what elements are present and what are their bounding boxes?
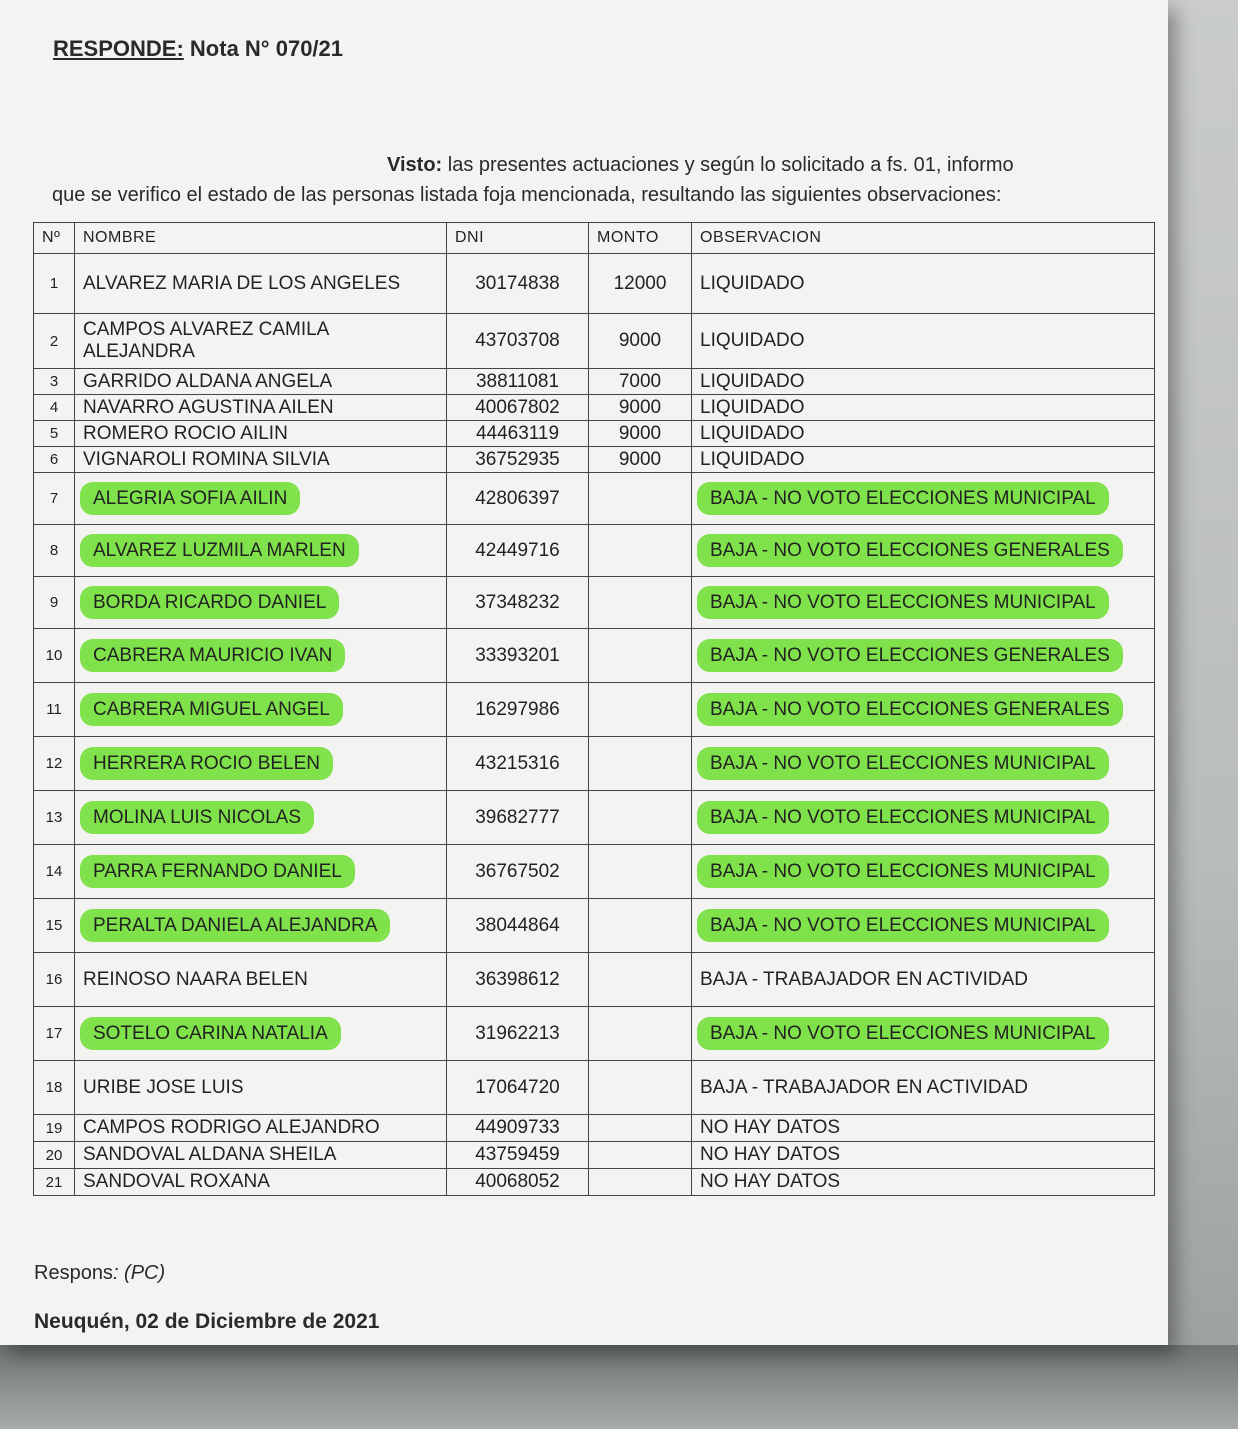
dni-text: 38044864 bbox=[475, 914, 560, 936]
monto-cell bbox=[589, 577, 692, 629]
row-number-cell bbox=[34, 369, 75, 395]
row-number-text: 7 bbox=[49, 490, 59, 507]
nombre-text: NAVARRO AGUSTINA AILEN bbox=[83, 396, 334, 418]
observacion-text: BAJA - NO VOTO ELECCIONES MUNICIPAL bbox=[700, 858, 1106, 885]
nombre-cell bbox=[75, 421, 447, 447]
nombre-text: SANDOVAL ALDANA SHEILA bbox=[83, 1144, 337, 1165]
dni-text: 38811081 bbox=[475, 370, 560, 392]
nombre-cell bbox=[75, 1007, 447, 1061]
monto-cell bbox=[589, 1061, 692, 1115]
dni-text: 44463119 bbox=[475, 422, 560, 444]
dni-cell bbox=[447, 845, 589, 899]
table-row bbox=[34, 447, 1155, 473]
responde-label: RESPONDE: bbox=[53, 36, 184, 61]
table-row bbox=[34, 899, 1155, 953]
row-number-cell bbox=[34, 473, 75, 525]
observacion-cell bbox=[692, 369, 1155, 395]
monto-cell bbox=[589, 845, 692, 899]
nombre-text: SOTELO CARINA NATALIA bbox=[83, 1020, 338, 1047]
table-row bbox=[34, 1169, 1155, 1196]
table-row bbox=[34, 525, 1155, 577]
observacion-cell bbox=[692, 314, 1155, 369]
dni-text: 42806397 bbox=[475, 487, 560, 509]
nombre-cell bbox=[75, 1169, 447, 1196]
observacion-cell bbox=[692, 447, 1155, 473]
observacion-cell bbox=[692, 525, 1155, 577]
nombre-text: VIGNAROLI ROMINA SILVIA bbox=[83, 448, 330, 470]
personas-table bbox=[33, 222, 1155, 1196]
table-row bbox=[34, 1115, 1155, 1142]
nombre-text: URIBE JOSE LUIS bbox=[83, 1076, 244, 1098]
date-line: Neuquén, 02 de Diciembre de 2021 bbox=[34, 1310, 380, 1333]
monto-cell bbox=[589, 395, 692, 421]
nombre-text: CABRERA MAURICIO IVAN bbox=[83, 642, 342, 669]
row-number-text: 13 bbox=[45, 809, 63, 826]
dni-text: 36752935 bbox=[475, 448, 560, 470]
dni-cell bbox=[447, 953, 589, 1007]
row-number-cell bbox=[34, 629, 75, 683]
dni-cell bbox=[447, 447, 589, 473]
dni-cell bbox=[447, 525, 589, 577]
observacion-text: BAJA - TRABAJADOR EN ACTIVIDAD bbox=[700, 1076, 1029, 1098]
row-number-cell bbox=[34, 953, 75, 1007]
nombre-cell bbox=[75, 254, 447, 314]
table-row bbox=[34, 629, 1155, 683]
observacion-text: BAJA - NO VOTO ELECCIONES MUNICIPAL bbox=[700, 912, 1106, 939]
nombre-text: CABRERA MIGUEL ANGEL bbox=[83, 696, 340, 723]
row-number-cell bbox=[34, 845, 75, 899]
monto-cell bbox=[589, 369, 692, 395]
visto-label: Visto: bbox=[387, 154, 443, 176]
row-number-text: 6 bbox=[49, 451, 59, 468]
row-number-cell bbox=[34, 1007, 75, 1061]
monto-text: 9000 bbox=[618, 448, 662, 470]
nombre-text: MOLINA LUIS NICOLAS bbox=[83, 804, 311, 831]
row-number-cell bbox=[34, 899, 75, 953]
row-number-text: 17 bbox=[45, 1025, 63, 1042]
row-number-text: 20 bbox=[45, 1146, 63, 1164]
table-row bbox=[34, 421, 1155, 447]
observacion-cell bbox=[692, 953, 1155, 1007]
dni-cell bbox=[447, 421, 589, 447]
row-number-text: 16 bbox=[45, 971, 63, 988]
row-number-cell bbox=[34, 791, 75, 845]
monto-cell bbox=[589, 683, 692, 737]
dni-text: 43759459 bbox=[475, 1144, 560, 1165]
monto-cell bbox=[589, 1169, 692, 1196]
row-number-cell bbox=[34, 1142, 75, 1169]
dni-cell bbox=[447, 629, 589, 683]
row-number-text: 8 bbox=[49, 542, 59, 559]
header-dni: DNI bbox=[447, 223, 589, 254]
row-number-text: 14 bbox=[45, 863, 63, 880]
intro-paragraph bbox=[52, 150, 1112, 210]
row-number-text: 4 bbox=[49, 399, 59, 416]
row-number-text: 9 bbox=[49, 594, 59, 611]
nombre-text: REINOSO NAARA BELEN bbox=[83, 968, 308, 990]
dni-text: 31962213 bbox=[475, 1022, 560, 1044]
table-row bbox=[34, 473, 1155, 525]
monto-cell bbox=[589, 629, 692, 683]
dni-cell bbox=[447, 1007, 589, 1061]
dni-text: 30174838 bbox=[475, 272, 560, 294]
observacion-text: LIQUIDADO bbox=[700, 330, 805, 351]
row-number-cell bbox=[34, 1115, 75, 1142]
dni-text: 17064720 bbox=[475, 1076, 560, 1098]
observacion-cell bbox=[692, 899, 1155, 953]
dni-text: 44909733 bbox=[475, 1117, 560, 1138]
observacion-text: NO HAY DATOS bbox=[700, 1117, 841, 1138]
observacion-text: LIQUIDADO bbox=[700, 370, 805, 392]
observacion-cell bbox=[692, 1169, 1155, 1196]
responde-heading bbox=[53, 36, 343, 62]
dni-cell bbox=[447, 683, 589, 737]
dni-text: 36398612 bbox=[475, 968, 560, 990]
dni-cell bbox=[447, 473, 589, 525]
table-row bbox=[34, 254, 1155, 314]
monto-cell bbox=[589, 791, 692, 845]
dni-cell bbox=[447, 395, 589, 421]
observacion-text: NO HAY DATOS bbox=[700, 1171, 841, 1192]
nombre-cell bbox=[75, 314, 447, 369]
header-nombre: NOMBRE bbox=[75, 223, 447, 254]
intro-line-2: que se verifico el estado de las personas listada foja mencionada, resultando las siguientes observaciones: bbox=[52, 184, 1002, 206]
dni-cell bbox=[447, 1115, 589, 1142]
dni-text: 42449716 bbox=[475, 539, 560, 561]
intro-line-1-text: las presentes actuaciones y según lo solicitado a fs. 01, informo bbox=[447, 154, 1014, 176]
observacion-cell bbox=[692, 1142, 1155, 1169]
observacion-text: BAJA - NO VOTO ELECCIONES GENERALES bbox=[700, 537, 1120, 564]
nombre-text: HERRERA ROCIO BELEN bbox=[83, 750, 330, 777]
nombre-text: GARRIDO ALDANA ANGELA bbox=[83, 370, 333, 392]
nombre-cell bbox=[75, 395, 447, 421]
row-number-cell bbox=[34, 421, 75, 447]
observacion-text: LIQUIDADO bbox=[700, 272, 805, 294]
dni-cell bbox=[447, 1061, 589, 1115]
table-row bbox=[34, 1061, 1155, 1115]
dni-text: 40067802 bbox=[475, 396, 560, 418]
observacion-cell bbox=[692, 1061, 1155, 1115]
monto-cell bbox=[589, 525, 692, 577]
nombre-cell bbox=[75, 629, 447, 683]
observacion-cell bbox=[692, 683, 1155, 737]
nombre-cell bbox=[75, 791, 447, 845]
respons-value: : (PC) bbox=[112, 1262, 166, 1284]
nombre-text: PARRA FERNANDO DANIEL bbox=[83, 858, 352, 885]
observacion-cell bbox=[692, 629, 1155, 683]
nombre-cell bbox=[75, 1061, 447, 1115]
row-number-cell bbox=[34, 1169, 75, 1196]
nombre-text: BORDA RICARDO DANIEL bbox=[83, 589, 336, 616]
table-row bbox=[34, 953, 1155, 1007]
row-number-cell bbox=[34, 1061, 75, 1115]
dni-cell bbox=[447, 1169, 589, 1196]
nombre-text: SANDOVAL ROXANA bbox=[83, 1171, 270, 1192]
bottom-shadow bbox=[0, 1345, 1238, 1429]
nombre-text: CAMPOS ALVAREZ CAMILA ALEJANDRA bbox=[83, 319, 329, 362]
row-number-text: 3 bbox=[49, 373, 59, 390]
monto-cell bbox=[589, 1142, 692, 1169]
observacion-cell bbox=[692, 845, 1155, 899]
row-number-text: 18 bbox=[45, 1079, 63, 1096]
observacion-cell bbox=[692, 791, 1155, 845]
nombre-cell bbox=[75, 737, 447, 791]
monto-cell bbox=[589, 314, 692, 369]
intro-line-1 bbox=[52, 150, 1112, 180]
nombre-cell bbox=[75, 1142, 447, 1169]
dni-text: 39682777 bbox=[475, 806, 560, 828]
dni-text: 40068052 bbox=[475, 1171, 560, 1192]
monto-cell bbox=[589, 1115, 692, 1142]
observacion-cell bbox=[692, 254, 1155, 314]
nombre-cell bbox=[75, 845, 447, 899]
row-number-text: 11 bbox=[46, 701, 62, 718]
observacion-text: BAJA - NO VOTO ELECCIONES MUNICIPAL bbox=[700, 485, 1106, 512]
observacion-text: BAJA - NO VOTO ELECCIONES MUNICIPAL bbox=[700, 1020, 1106, 1047]
respons-line bbox=[34, 1262, 165, 1285]
row-number-text: 2 bbox=[49, 332, 59, 350]
observacion-text: BAJA - NO VOTO ELECCIONES MUNICIPAL bbox=[700, 750, 1106, 777]
observacion-cell bbox=[692, 1115, 1155, 1142]
observacion-cell bbox=[692, 1007, 1155, 1061]
observacion-text: LIQUIDADO bbox=[700, 422, 805, 444]
nombre-cell bbox=[75, 447, 447, 473]
nombre-cell bbox=[75, 525, 447, 577]
monto-cell bbox=[589, 899, 692, 953]
row-number-cell bbox=[34, 683, 75, 737]
observacion-cell bbox=[692, 737, 1155, 791]
nombre-cell bbox=[75, 473, 447, 525]
nombre-cell bbox=[75, 683, 447, 737]
nombre-cell bbox=[75, 1115, 447, 1142]
row-number-cell bbox=[34, 525, 75, 577]
dni-cell bbox=[447, 369, 589, 395]
observacion-text: NO HAY DATOS bbox=[700, 1144, 841, 1165]
row-number-text: 12 bbox=[45, 755, 63, 772]
observacion-text: LIQUIDADO bbox=[700, 396, 805, 418]
monto-text: 9000 bbox=[618, 422, 662, 444]
table-row bbox=[34, 577, 1155, 629]
table-row bbox=[34, 1007, 1155, 1061]
dni-text: 43703708 bbox=[475, 330, 560, 351]
monto-cell bbox=[589, 421, 692, 447]
observacion-text: BAJA - TRABAJADOR EN ACTIVIDAD bbox=[700, 968, 1029, 990]
nombre-cell bbox=[75, 899, 447, 953]
nombre-text: ALVAREZ LUZMILA MARLEN bbox=[83, 537, 356, 564]
observacion-text: BAJA - NO VOTO ELECCIONES GENERALES bbox=[700, 696, 1120, 723]
monto-cell bbox=[589, 473, 692, 525]
monto-text: 9000 bbox=[618, 396, 662, 418]
observacion-cell bbox=[692, 395, 1155, 421]
dni-cell bbox=[447, 737, 589, 791]
respons-label: Respons bbox=[34, 1262, 113, 1284]
row-number-cell bbox=[34, 395, 75, 421]
monto-cell bbox=[589, 1007, 692, 1061]
row-number-text: 21 bbox=[45, 1173, 63, 1191]
monto-cell bbox=[589, 254, 692, 314]
row-number-cell bbox=[34, 737, 75, 791]
monto-text: 12000 bbox=[613, 272, 667, 294]
nombre-cell bbox=[75, 577, 447, 629]
table-row bbox=[34, 845, 1155, 899]
dni-text: 33393201 bbox=[475, 644, 560, 666]
nombre-text: PERALTA DANIELA ALEJANDRA bbox=[83, 912, 387, 939]
observacion-cell bbox=[692, 473, 1155, 525]
observacion-cell bbox=[692, 421, 1155, 447]
monto-text: 7000 bbox=[618, 370, 662, 392]
dni-cell bbox=[447, 791, 589, 845]
dni-cell bbox=[447, 314, 589, 369]
dni-cell bbox=[447, 899, 589, 953]
nota-number: Nota N° 070/21 bbox=[189, 36, 344, 61]
observacion-text: LIQUIDADO bbox=[700, 448, 805, 470]
row-number-text: 1 bbox=[49, 275, 59, 292]
nombre-text: ALVAREZ MARIA DE LOS ANGELES bbox=[83, 272, 401, 294]
row-number-cell bbox=[34, 577, 75, 629]
table-row bbox=[34, 683, 1155, 737]
table-body bbox=[34, 254, 1155, 1196]
observacion-cell bbox=[692, 577, 1155, 629]
dni-text: 37348232 bbox=[475, 591, 560, 613]
monto-text: 9000 bbox=[618, 330, 662, 351]
nombre-text: ROMERO ROCIO AILIN bbox=[83, 422, 288, 444]
table-row bbox=[34, 395, 1155, 421]
monto-cell bbox=[589, 953, 692, 1007]
dni-cell bbox=[447, 254, 589, 314]
row-number-text: 10 bbox=[45, 647, 63, 664]
table-row bbox=[34, 1142, 1155, 1169]
header-observacion: OBSERVACION bbox=[692, 223, 1155, 254]
dni-cell bbox=[447, 1142, 589, 1169]
row-number-cell bbox=[34, 447, 75, 473]
header-n: Nº bbox=[34, 223, 75, 254]
table-row bbox=[34, 369, 1155, 395]
table-row bbox=[34, 791, 1155, 845]
observacion-text: BAJA - NO VOTO ELECCIONES GENERALES bbox=[700, 642, 1120, 669]
row-number-text: 15 bbox=[45, 917, 63, 934]
row-number-text: 5 bbox=[49, 425, 59, 442]
observacion-text: BAJA - NO VOTO ELECCIONES MUNICIPAL bbox=[700, 589, 1106, 616]
nombre-cell bbox=[75, 369, 447, 395]
table-row bbox=[34, 737, 1155, 791]
dni-text: 16297986 bbox=[475, 698, 560, 720]
row-number-cell bbox=[34, 314, 75, 369]
monto-cell bbox=[589, 737, 692, 791]
row-number-text: 19 bbox=[45, 1119, 63, 1137]
row-number-cell bbox=[34, 254, 75, 314]
nombre-text: ALEGRIA SOFIA AILIN bbox=[83, 485, 297, 512]
table-row bbox=[34, 314, 1155, 369]
monto-cell bbox=[589, 447, 692, 473]
nombre-cell bbox=[75, 953, 447, 1007]
table-header-row bbox=[34, 223, 1155, 254]
dni-cell bbox=[447, 577, 589, 629]
dni-text: 36767502 bbox=[475, 860, 560, 882]
observacion-text: BAJA - NO VOTO ELECCIONES MUNICIPAL bbox=[700, 804, 1106, 831]
nombre-text: CAMPOS RODRIGO ALEJANDRO bbox=[83, 1117, 380, 1138]
header-monto: MONTO bbox=[589, 223, 692, 254]
dni-text: 43215316 bbox=[475, 752, 560, 774]
